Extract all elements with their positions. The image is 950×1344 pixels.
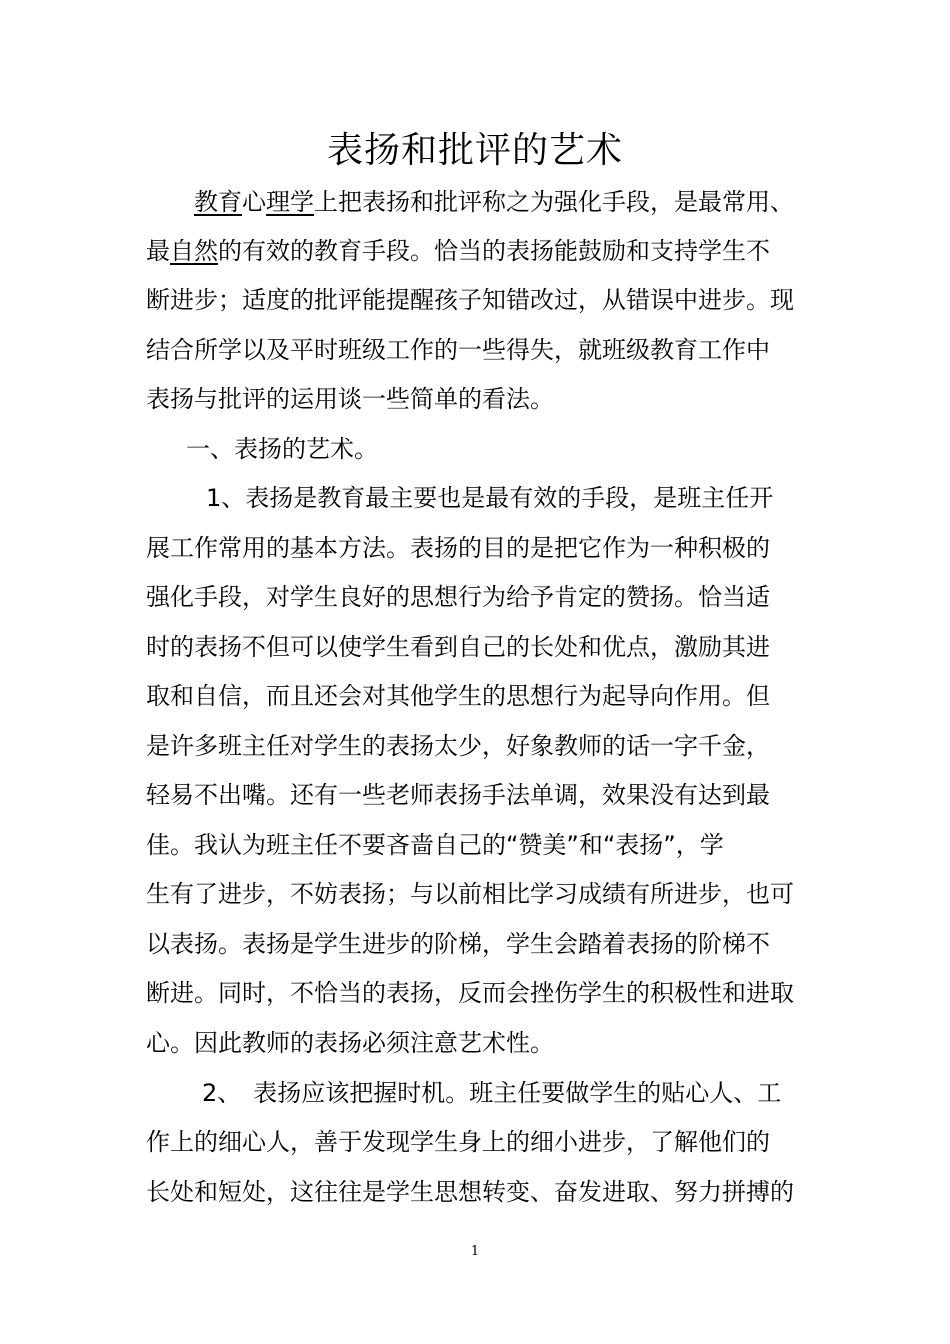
- paragraph-line: 时的表扬不但可以使学生看到自己的长处和优点，激励其进: [146, 633, 770, 661]
- underlined-term-psychology: 理学: [266, 188, 314, 216]
- paragraph-line: 断进。同时，不恰当的表扬，反而会挫伤学生的积极性和进取: [146, 979, 794, 1007]
- paragraph-line: 是许多班主任对学生的表扬太少，好象教师的话一字千金，: [146, 732, 770, 760]
- intro-line-4: 结合所学以及平时班级工作的一些得失，就班级教育工作中: [146, 336, 770, 364]
- paragraph-line: 以表扬。表扬是学生进步的阶梯，学生会踏着表扬的阶梯不: [146, 930, 770, 958]
- paragraph-line: 1、表扬是教育最主要也是最有效的手段，是班主任开: [206, 484, 774, 512]
- paragraph-line: 佳。我认为班主任不要吝啬自己的“赞美”和“表扬”，学: [146, 831, 724, 859]
- section-heading-praise: 一、表扬的艺术。: [186, 435, 378, 463]
- text-span: 最: [146, 237, 170, 265]
- page-number: 1: [470, 1244, 480, 1259]
- intro-line-5: 表扬与批评的运用谈一些简单的看法。: [146, 385, 554, 413]
- text-span: 心: [242, 188, 266, 216]
- paragraph-line: 作上的细心人，善于发现学生身上的细小进步，了解他们的: [146, 1128, 770, 1156]
- intro-line-3: 断进步；适度的批评能提醒孩子知错改过，从错误中进步。现: [146, 286, 794, 314]
- paragraph-line: 2、 表扬应该把握时机。班主任要做学生的贴心人、工: [202, 1079, 782, 1107]
- intro-line-1: [194, 178, 794, 226]
- underlined-term-natural: 自然: [170, 237, 218, 265]
- text-span: 上把表扬和批评称之为强化手段，是最常用、: [314, 188, 794, 216]
- paragraph-line: 长处和短处，这往往是学生思想转变、奋发进取、努力拼搏的: [146, 1178, 794, 1206]
- paragraph-line: 取和自信，而且还会对其他学生的思想行为起导向作用。但: [146, 682, 770, 710]
- intro-line-2: [146, 227, 770, 275]
- underlined-term-education: 教育: [194, 188, 242, 216]
- paragraph-line: 生有了进步，不妨表扬；与以前相比学习成绩有所进步，也可: [146, 880, 794, 908]
- paragraph-line: 轻易不出嘴。还有一些老师表扬手法单调，效果没有达到最: [146, 781, 770, 809]
- page-title: 表扬和批评的艺术: [326, 130, 623, 171]
- paragraph-line: 展工作常用的基本方法。表扬的目的是把它作为一种积极的: [146, 534, 770, 562]
- text-span: 的有效的教育手段。恰当的表扬能鼓励和支持学生不: [218, 237, 770, 265]
- paragraph-line: 强化手段，对学生良好的思想行为给予肯定的赞扬。恰当适: [146, 583, 770, 611]
- paragraph-line: 心。因此教师的表扬必须注意艺术性。: [146, 1029, 554, 1057]
